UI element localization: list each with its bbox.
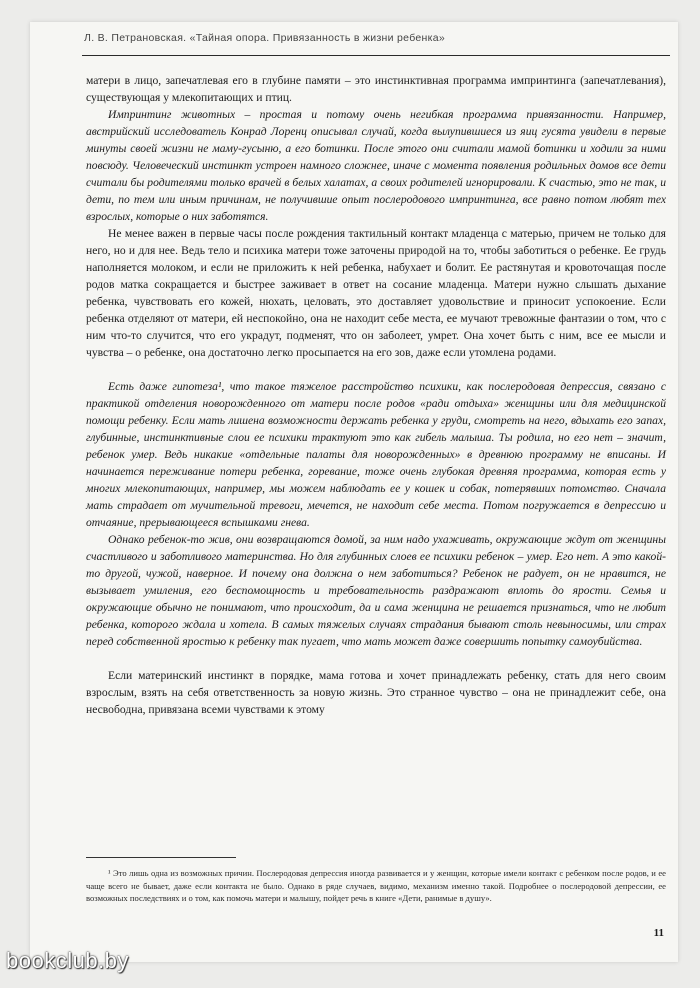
paragraph-4: Есть даже гипотеза¹, что такое тяжелое расстройство психики, как послеродовая депрессия, связано с практикой отделения новорожденного от матери после родов «ради отдыха» женщины или для медицинской помощи ребенку. Если мать лишена возможности держать ребенка у груди, смотреть на него, вдыхать его запах, глубинные, инстинктивные слои ее психики трактуют это как гибель малыша. Ты родила, но его нет – значит, ребенок умер. Ведь никакие «отдельные палаты для новорожденных» в древнюю программу не вписаны. И начинается переживание потери ребенка, горевание, тоже очень глубокая древняя программа, которая есть у многих млекопитающих, например, мы можем наблюдать ее у кошек и собак, потерявших потомство. Сначала мать страдает от мучительной тревоги, мечется, не находит себе места. Потом погружается в депрессию и отчаяние, прерывающееся вспышками гнева.	[86, 380, 666, 529]
header-rule	[82, 55, 670, 56]
paragraph-1: матери в лицо, запечатлевая его в глубине памяти – это инстинктивная программа импринтинга (запечатлевания), существующая у млекопитающих и птиц.	[86, 74, 666, 104]
watermark: bookclub.by	[6, 948, 129, 973]
paragraph-3: Не менее важен в первые часы после рождения тактильный контакт младенца с матерью, причем не только для него, но и для нее. Ведь тело и психика матери тоже заточены природой на то, чтобы заботиться о ребенке. Ее грудь наполняется молоком, и если не приложить к ней ребенка, набухает и болит. Ее растянутая и кровоточащая после родов матка сокращается и быстрее заживает в ответ на сосание младенца. Матери нужно слышать дыхание ребенка, чувствовать его кожей, нюхать, целовать, это доставляет удовольствие и приносит успокоение. Если ребенка отделяют от матери, ей неспокойно, она не находит себе места, ее мучают тревожные фантазии о том, что с ним что-то случится, что его украдут, подменят, что он заболеет, умрет. Она хочет быть с ним, все ее мысли и чувства – о ребенке, она достаточно легко просыпается на его зов, даже если утомлена родами.	[86, 227, 666, 359]
footnote-rule	[86, 857, 236, 858]
paragraph-2: Импринтинг животных – простая и потому очень негибкая программа привязанности. Например, австрийский исследователь Конрад Лоренц описывал случай, когда вылупившиеся из яиц гусята увидели в первые минуты своей жизни не маму-гусыню, а его ботинки. После этого они считали мамой ботинки и ходили за ними повсюду. Человеческий инстинкт устроен намного сложнее, иначе с момента появления родильных домов все дети считали бы родителями только врачей в белых халатах, а своих родителей игнорировали. К счастью, это не так, и дети, по тем или иным причинам, не получившие опыт послеродового импринтинга, все равно потом любят тех взрослых, которые о них заботятся.	[86, 108, 666, 223]
paragraph-6: Если материнский инстинкт в порядке, мама готова и хочет принадлежать ребенку, стать для него своим взрослым, взять на себя ответственность за новую жизнь. Это странное чувство – она не принадлежит себе, она несвободна, привязана всеми чувствами к этому	[86, 669, 666, 716]
paragraph-5: Однако ребенок-то жив, они возвращаются домой, за ним надо ухаживать, окружающие ждут от женщины счастливого и заботливого материнства. Но для глубинных слоев ее психики ребенок – умер. Его нет. А это какой-то другой, чужой, наверное. И почему она должна о нем заботиться? Ребенок не радует, он не нравится, не вызывает умиления, его беспомощность и требовательность раздражают вплоть до ярости. Семья и окружающие обычно не понимают, что происходит, да и сама женщина не решается признаться, что не любит ребенка, которого ждала и хотела. В самых тяжелых случаях страдания бывают столь невыносимы, или страх перед собственной яростью к ребенку так пугает, что мать может даже совершить попытку самоубийства.	[86, 533, 666, 648]
book-page	[30, 22, 678, 962]
body-text	[86, 72, 666, 718]
page-number: 11	[653, 927, 664, 939]
footnote: ¹ Это лишь одна из возможных причин. Послеродовая депрессия иногда развивается и у женщин, которые имели контакт с ребенком после родов, и ее чаще всего не бывает, даже если контакта не было. Однако в ряде случаев, видимо, механизм именно такой. Подробнее о послеродовой депрессии, ее возможных последствиях и о том, как помочь матери и малышу, пойдет речь в книге «Дети, ранимые в душу».	[86, 868, 666, 903]
running-header: Л. В. Петрановская. «Тайная опора. Привязанность в жизни ребенка»	[84, 32, 446, 44]
